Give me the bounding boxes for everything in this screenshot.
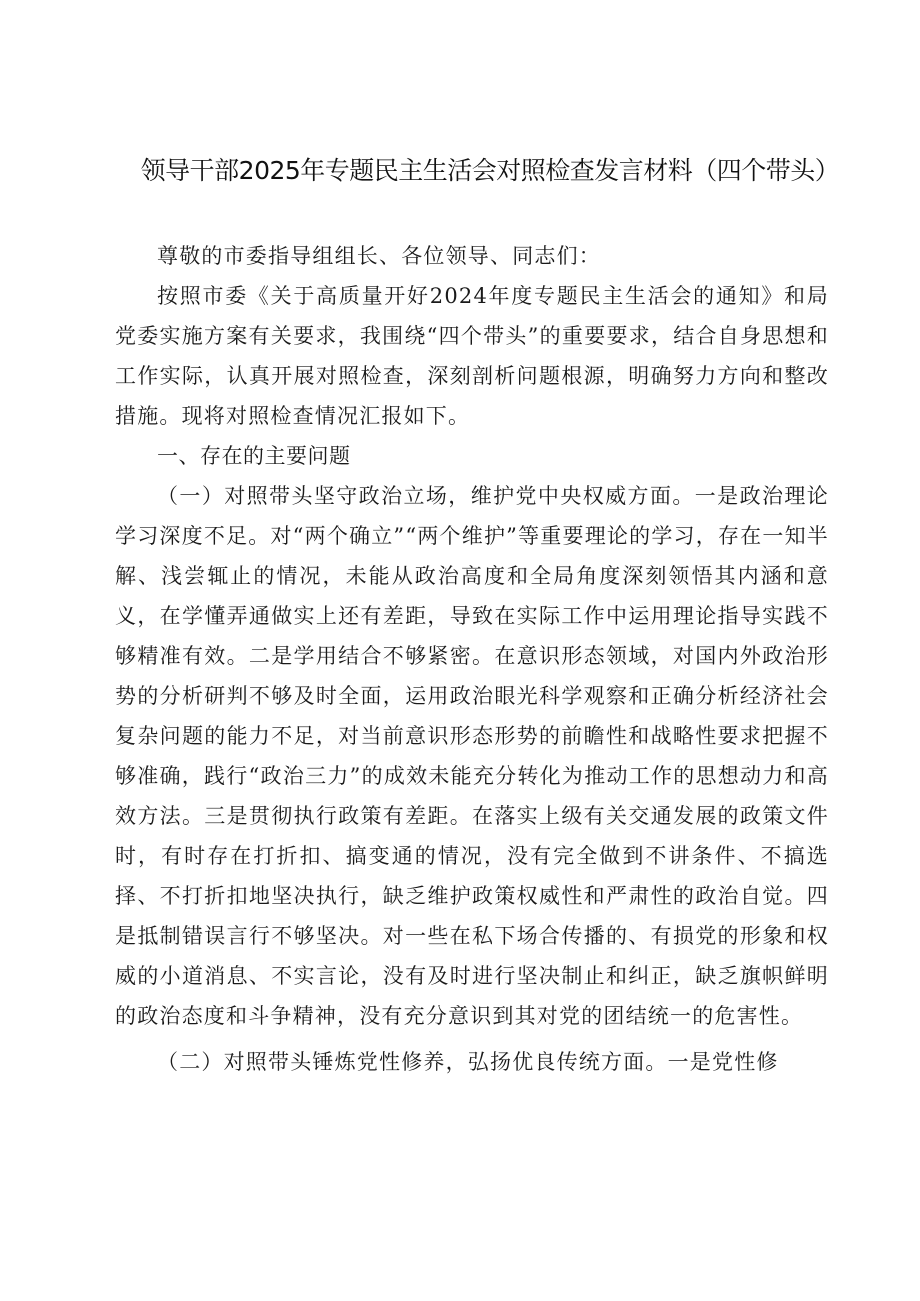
document-body [115,236,829,1082]
document-title: 领导干部2025年专题民主生活会对照检查发言材料（四个带头） [140,156,840,185]
salutation: 尊敬的市委指导组组长、各位领导、同志们： [157,244,601,268]
paragraph-1: （一）对照带头坚守政治立场，维护党中央权威方面。一是政治理论学习深度不足。对“两个确立”“两个维护”等重要理论的学习，存在一知半解、浅尝辄止的情况，未能从政治高度和全局角度深刻领悟其内涵和意义，在学懂弄通做实上还有差距，导致在实际工作中运用理论指导实践不够精准有效。二是学用结合不够紧密。在意识形态领域，对国内外政治形势的分析研判不够及时全面，运用政治眼光科学观察和正确分析经济社会复杂问题的能力不足，对当前意识形态形势的前瞻性和战略性要求把握不够准确，践行“政治三力”的成效未能充分转化为推动工作的思想动力和高效方法。三是贯彻执行政策有差距。在落实上级有关交通发展的政策文件时，有时存在打折扣、搞变通的情况，没有完全做到不讲条件、不搞选择、不打折扣地坚决执行，缺乏维护政策权威性和严肃性的政治自觉。四是抵制错误言行不够坚决。对一些在私下场合传播的、有损党的形象和权威的小道消息、不实言论，没有及时进行坚决制止和纠正，缺乏旗帜鲜明的政治态度和斗争精神，没有充分意识到其对党的团结统一的危害性。 [115,484,829,1028]
paragraph-2: （二）对照带头锤炼党性修养，弘扬优良传统方面。一是党性修 [157,1050,779,1074]
section-heading-1: 一、存在的主要问题 [157,444,351,468]
intro-paragraph: 按照市委《关于高质量开好2024年度专题民主生活会的通知》和局党委实施方案有关要求，我围绕“四个带头”的重要要求，结合自身思想和工作实际，认真开展对照检查，深刻剖析问题根源，明确努力方向和整改措施。现将对照检查情况汇报如下。 [115,284,829,428]
